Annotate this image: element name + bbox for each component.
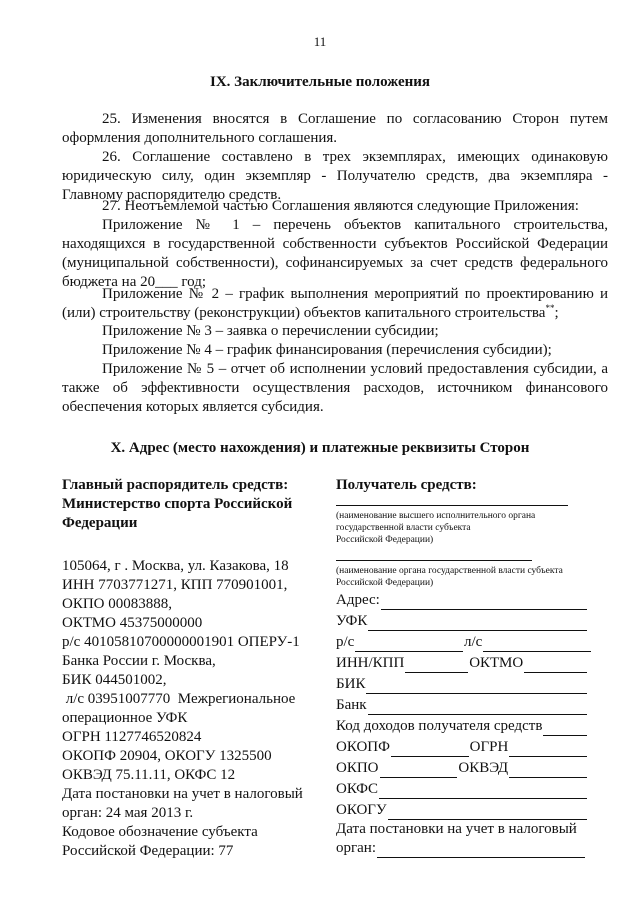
chief-administrator-header: Главный распорядитель средств: <box>62 477 289 493</box>
tax-date-label-line2: орган: <box>336 840 377 856</box>
appendix-2-text: Приложение № 2 – график выполнения мероприятий по проектированию и (или) строительству (реконструкции) объектов капитального строительства <box>62 286 608 321</box>
bik-field <box>336 673 588 694</box>
income-code-label: Код доходов получателя средств <box>336 718 543 734</box>
inn-kpp-oktmo-field <box>336 652 588 673</box>
blank-line <box>366 677 587 694</box>
requisite-line: ОКПО 00083888, <box>62 596 173 612</box>
blank-line <box>377 841 585 858</box>
inn-kpp-label: ИНН/КПП <box>336 655 405 671</box>
requisite-line: ОГРН 1127746520824 <box>62 729 202 745</box>
ogrn-label: ОГРН <box>469 739 509 755</box>
note-line: Российской Федерации) <box>336 578 434 588</box>
chief-administrator-org-line2: Федерации <box>62 515 138 531</box>
appendix-1: Приложение № 1 – перечень объектов капитального строительства, находящихся в государственной собственности субъектов Российской Федерации (муниципальной собственности), софинансируемых за счет средств федерального бюджета на 20___ год; <box>62 217 608 290</box>
requisite-line: л/с 03951007770 Межрегиональное <box>62 691 296 707</box>
appendix-2-footnote-mark: ** <box>545 303 555 313</box>
okpo-label: ОКПО <box>336 760 379 776</box>
bank-field <box>336 694 588 715</box>
bank-label: Банк <box>336 697 367 713</box>
rs-ls-field <box>336 631 592 652</box>
okopf-label: ОКОПФ <box>336 739 390 755</box>
requisite-line: Банка России г. Москва, <box>62 653 216 669</box>
blank-line <box>355 635 463 652</box>
bik-label: БИК <box>336 676 366 692</box>
section-9-title: IX. Заключительные положения <box>210 74 430 90</box>
okfs-field <box>336 778 588 799</box>
paragraph-25: 25. Изменения вносятся в Соглашение по согласованию Сторон путем оформления дополнительного соглашения. <box>62 111 608 146</box>
tax-date-field <box>336 839 586 858</box>
blank-line <box>509 761 587 778</box>
blank-line <box>405 656 468 673</box>
blank-line <box>381 593 587 610</box>
rs-label: р/с <box>336 634 355 650</box>
okved-label: ОКВЭД <box>458 760 509 776</box>
requisite-line: р/с 40105810700000001901 ОПЕРУ-1 <box>62 634 300 650</box>
paragraph-27: 27. Неотъемлемой частью Соглашения являются следующие Приложения: <box>102 198 579 214</box>
section-10-title: X. Адрес (место нахождения) и платежные реквизиты Сторон <box>110 440 530 456</box>
appendix-2 <box>62 285 608 323</box>
ufk-field <box>336 610 588 631</box>
blank-line <box>388 803 587 820</box>
blank-line <box>543 719 587 736</box>
requisite-line: орган: 24 мая 2013 г. <box>62 805 194 821</box>
recipient-name-note <box>336 510 592 546</box>
okfs-label: ОКФС <box>336 781 379 797</box>
recipient-block <box>336 476 592 858</box>
requisite-line: ОКОПФ 20904, ОКОГУ 1325500 <box>62 748 272 764</box>
requisite-line: ОКВЭД 75.11.11, ОКФС 12 <box>62 767 236 783</box>
spacer <box>62 533 312 557</box>
requisite-line: Кодовое обозначение субъекта <box>62 824 258 840</box>
okogu-label: ОКОГУ <box>336 802 387 818</box>
blank-line <box>524 656 587 673</box>
requisite-line: ОКТМО 45375000000 <box>62 615 203 631</box>
oktmo-label: ОКТМО <box>469 655 524 671</box>
page-number: 11 <box>313 34 327 49</box>
ufk-label: УФК <box>336 613 368 629</box>
note-line: Российской Федерации) <box>336 535 434 545</box>
blank-line <box>391 740 469 757</box>
authority-name-line <box>336 546 532 561</box>
chief-administrator-block <box>62 476 312 861</box>
blank-line <box>368 614 587 631</box>
ls-label: л/с <box>464 634 483 650</box>
chief-administrator-org-line1: Министерство спорта Российской <box>62 496 293 512</box>
paragraph-26: 26. Соглашение составлено в трех экземплярах, имеющих одинаковую юридическую силу, один экземпляр - Получателю средств, два экземпляра - Главному распорядителю средств. <box>62 149 608 203</box>
blank-line <box>483 635 591 652</box>
address-label: Адрес: <box>336 592 380 608</box>
requisite-line: Российской Федерации: 77 <box>62 843 234 859</box>
note-line: (наименование высшего исполнительного органа <box>336 511 536 521</box>
recipient-header: Получатель средств: <box>336 477 477 493</box>
blank-line <box>368 698 587 715</box>
requisite-line: 105064, г . Москва, ул. Казакова, 18 <box>62 558 289 574</box>
requisite-line: операционное УФК <box>62 710 188 726</box>
tax-date-label-line1: Дата постановки на учет в налоговый <box>336 821 577 837</box>
blank-line <box>380 761 458 778</box>
requisite-line: ИНН 7703771271, КПП 770901001, <box>62 577 288 593</box>
note-line: (наименование органа государственной власти субъекта <box>336 566 563 576</box>
income-code-field <box>336 715 588 736</box>
appendix-5: Приложение № 5 – отчет об исполнении условий предоставления субсидии, а также об эффективности осуществления расходов, источником финансового обеспечения которых является субсидия. <box>62 361 608 415</box>
recipient-name-line <box>336 495 568 506</box>
okopf-ogrn-field <box>336 736 588 757</box>
okpo-okved-field <box>336 757 588 778</box>
authority-name-note <box>336 565 592 589</box>
address-field <box>336 589 588 610</box>
blank-line <box>379 782 587 799</box>
appendix-4: Приложение № 4 – график финансирования (перечисления субсидии); <box>102 342 552 358</box>
blank-line <box>509 740 587 757</box>
requisite-line: БИК 044501002, <box>62 672 167 688</box>
note-line: государственной власти субъекта <box>336 523 471 533</box>
appendix-3: Приложение № 3 – заявка о перечислении субсидии; <box>102 323 439 339</box>
okogu-field <box>336 799 588 820</box>
requisite-line: Дата постановки на учет в налоговый <box>62 786 303 802</box>
appendix-2-end: ; <box>554 305 559 321</box>
